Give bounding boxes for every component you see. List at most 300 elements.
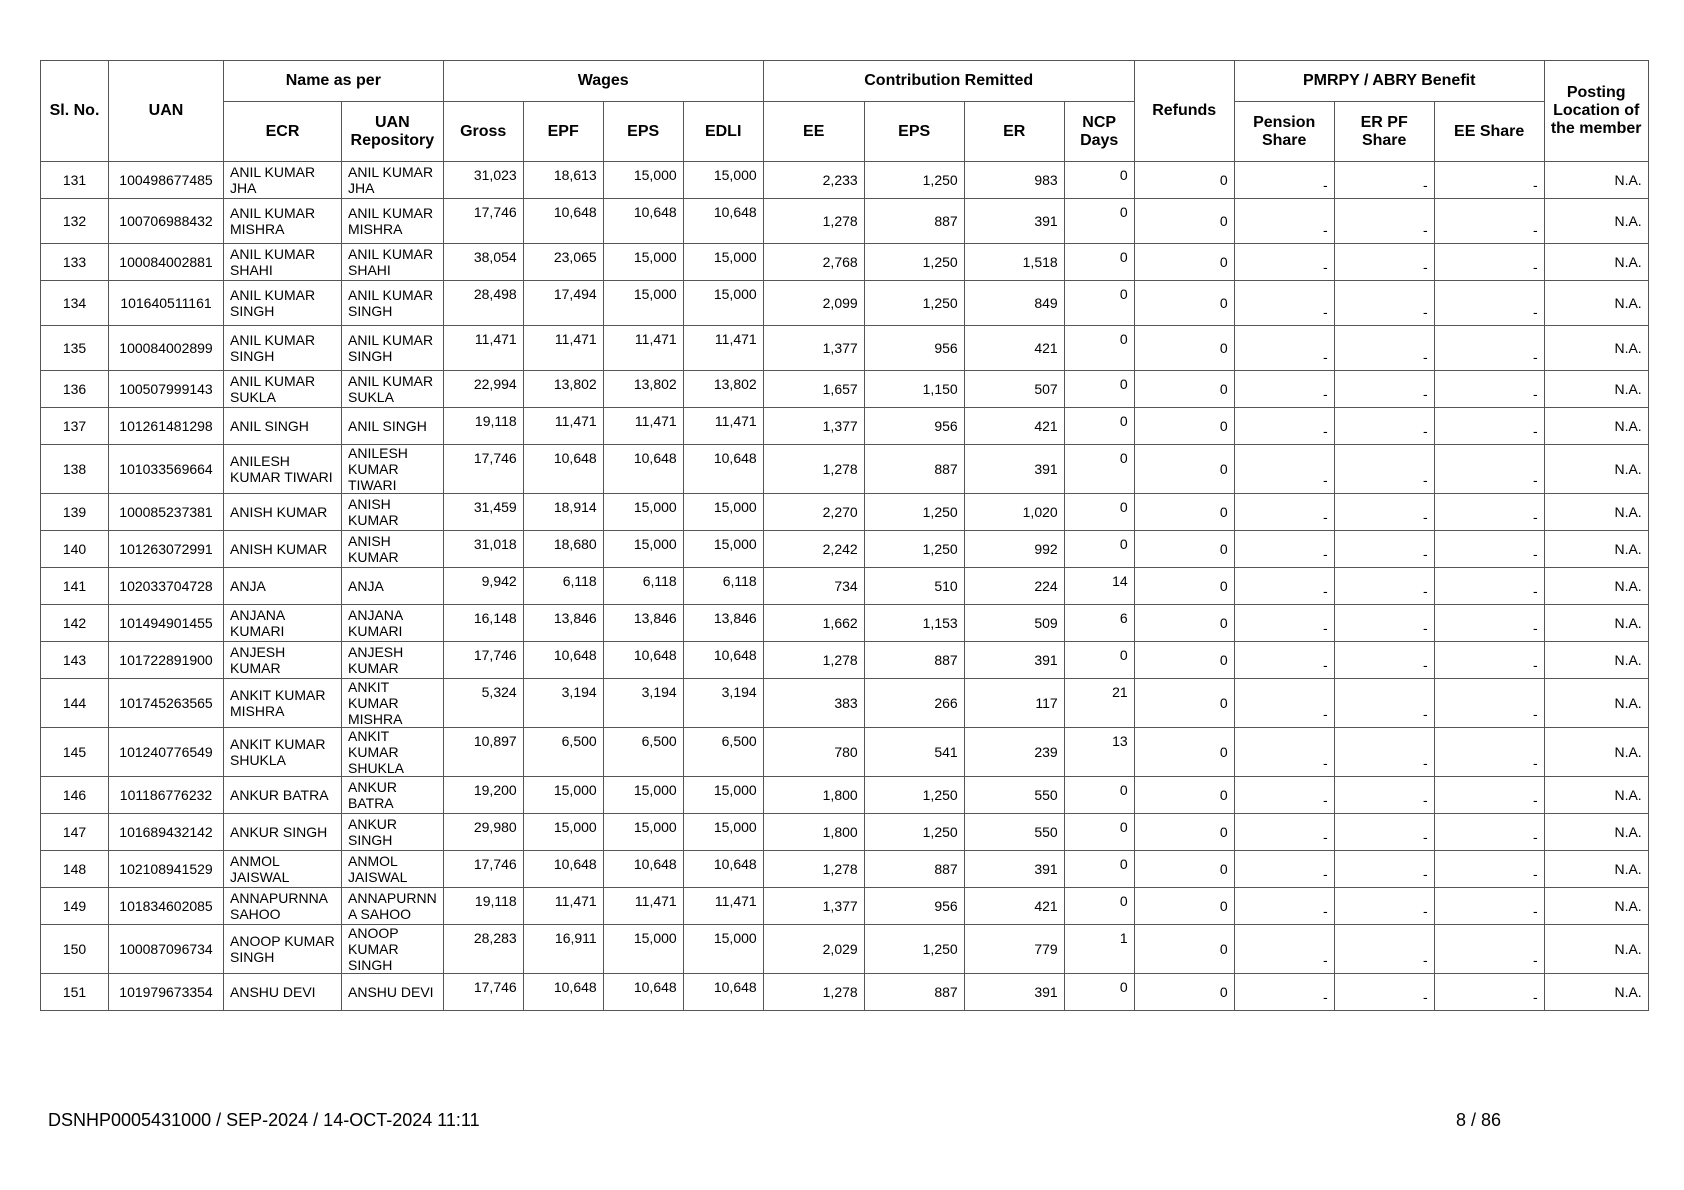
cell-er: 421 <box>964 326 1064 371</box>
cell-uan: 101979673354 <box>109 974 224 1011</box>
col-pension-share: Pension Share <box>1234 102 1334 162</box>
cell-ecr-name: ANOOP KUMAR SINGH <box>224 925 342 974</box>
cell-eps-contribution: 1,250 <box>864 281 964 326</box>
cell-uan: 100084002881 <box>109 244 224 281</box>
cell-posting-location: N.A. <box>1544 679 1648 728</box>
cell-epf: 13,846 <box>523 605 603 642</box>
cell-eps-contribution: 1,150 <box>864 371 964 408</box>
cell-ee: 1,662 <box>763 605 864 642</box>
cell-eps-contribution: 1,250 <box>864 244 964 281</box>
table-row <box>41 494 1649 531</box>
cell-gross: 17,746 <box>443 199 523 244</box>
cell-refunds: 0 <box>1134 642 1234 679</box>
document-reference: DSNHP0005431000 / SEP-2024 / 14-OCT-2024 11:11 <box>48 1110 480 1130</box>
cell-er-pf-share: - <box>1334 281 1434 326</box>
cell-ecr-name: ANKIT KUMAR SHUKLA <box>224 728 342 777</box>
cell-uan-repository-name: ANISH KUMAR <box>342 531 444 568</box>
cell-refunds: 0 <box>1134 244 1234 281</box>
col-eps-wages: EPS <box>603 102 683 162</box>
cell-eps-wages: 6,500 <box>603 728 683 777</box>
cell-ee-share: - <box>1434 642 1544 679</box>
table-row <box>41 974 1649 1011</box>
cell-eps-contribution: 887 <box>864 851 964 888</box>
cell-refunds: 0 <box>1134 605 1234 642</box>
contribution-table <box>40 60 1649 1011</box>
cell-eps-contribution: 1,250 <box>864 531 964 568</box>
cell-eps-wages: 6,118 <box>603 568 683 605</box>
cell-sl-no: 131 <box>41 162 109 199</box>
cell-ncp-days: 13 <box>1064 728 1134 777</box>
cell-er-pf-share: - <box>1334 679 1434 728</box>
cell-epf: 17,494 <box>523 281 603 326</box>
cell-eps-wages: 10,648 <box>603 974 683 1011</box>
cell-edli: 6,118 <box>683 568 763 605</box>
cell-sl-no: 140 <box>41 531 109 568</box>
cell-posting-location: N.A. <box>1544 568 1648 605</box>
cell-epf: 10,648 <box>523 199 603 244</box>
col-er-pf-share: ER PF Share <box>1334 102 1434 162</box>
cell-er: 779 <box>964 925 1064 974</box>
cell-er: 849 <box>964 281 1064 326</box>
col-er: ER <box>964 102 1064 162</box>
cell-ncp-days: 0 <box>1064 371 1134 408</box>
cell-uan-repository-name: ANJA <box>342 568 444 605</box>
cell-uan-repository-name: ANKUR BATRA <box>342 777 444 814</box>
cell-er-pf-share: - <box>1334 244 1434 281</box>
cell-er: 550 <box>964 777 1064 814</box>
cell-posting-location: N.A. <box>1544 605 1648 642</box>
cell-ncp-days: 6 <box>1064 605 1134 642</box>
cell-pension-share: - <box>1234 974 1334 1011</box>
cell-gross: 19,200 <box>443 777 523 814</box>
cell-eps-contribution: 956 <box>864 408 964 445</box>
cell-posting-location: N.A. <box>1544 494 1648 531</box>
cell-ee-share: - <box>1434 371 1544 408</box>
cell-epf: 6,118 <box>523 568 603 605</box>
cell-er-pf-share: - <box>1334 568 1434 605</box>
cell-er-pf-share: - <box>1334 925 1434 974</box>
cell-sl-no: 134 <box>41 281 109 326</box>
cell-ee: 1,657 <box>763 371 864 408</box>
cell-ee: 1,377 <box>763 888 864 925</box>
cell-posting-location: N.A. <box>1544 408 1648 445</box>
table-row <box>41 199 1649 244</box>
cell-uan: 101033569664 <box>109 445 224 494</box>
cell-er: 1,518 <box>964 244 1064 281</box>
cell-refunds: 0 <box>1134 777 1234 814</box>
cell-refunds: 0 <box>1134 974 1234 1011</box>
cell-uan: 101689432142 <box>109 814 224 851</box>
cell-pension-share: - <box>1234 445 1334 494</box>
col-posting-location: Posting Location of the member <box>1544 61 1648 162</box>
group-pmrpy-abry-benefit: PMRPY / ABRY Benefit <box>1234 61 1544 102</box>
cell-edli: 13,846 <box>683 605 763 642</box>
cell-posting-location: N.A. <box>1544 814 1648 851</box>
cell-er-pf-share: - <box>1334 642 1434 679</box>
cell-ee-share: - <box>1434 888 1544 925</box>
cell-uan-repository-name: ANIL KUMAR SINGH <box>342 326 444 371</box>
cell-ee: 1,800 <box>763 814 864 851</box>
cell-refunds: 0 <box>1134 371 1234 408</box>
cell-er-pf-share: - <box>1334 326 1434 371</box>
cell-pension-share: - <box>1234 642 1334 679</box>
cell-sl-no: 138 <box>41 445 109 494</box>
cell-pension-share: - <box>1234 679 1334 728</box>
cell-posting-location: N.A. <box>1544 531 1648 568</box>
cell-edli: 3,194 <box>683 679 763 728</box>
cell-er-pf-share: - <box>1334 974 1434 1011</box>
cell-eps-wages: 11,471 <box>603 888 683 925</box>
cell-uan-repository-name: ANISH KUMAR <box>342 494 444 531</box>
cell-gross: 17,746 <box>443 974 523 1011</box>
cell-pension-share: - <box>1234 244 1334 281</box>
table-row <box>41 814 1649 851</box>
cell-gross: 29,980 <box>443 814 523 851</box>
cell-ncp-days: 0 <box>1064 888 1134 925</box>
cell-er: 391 <box>964 851 1064 888</box>
cell-ee: 2,242 <box>763 531 864 568</box>
cell-er: 983 <box>964 162 1064 199</box>
cell-ncp-days: 1 <box>1064 925 1134 974</box>
cell-eps-contribution: 266 <box>864 679 964 728</box>
cell-edli: 15,000 <box>683 777 763 814</box>
cell-sl-no: 143 <box>41 642 109 679</box>
cell-posting-location: N.A. <box>1544 728 1648 777</box>
table-row <box>41 326 1649 371</box>
cell-er: 509 <box>964 605 1064 642</box>
cell-ncp-days: 0 <box>1064 408 1134 445</box>
cell-er-pf-share: - <box>1334 728 1434 777</box>
cell-uan-repository-name: ANKUR SINGH <box>342 814 444 851</box>
cell-uan: 100498677485 <box>109 162 224 199</box>
cell-ncp-days: 21 <box>1064 679 1134 728</box>
cell-sl-no: 147 <box>41 814 109 851</box>
cell-uan-repository-name: ANMOL JAISWAL <box>342 851 444 888</box>
cell-er: 550 <box>964 814 1064 851</box>
cell-ee-share: - <box>1434 605 1544 642</box>
cell-posting-location: N.A. <box>1544 974 1648 1011</box>
cell-sl-no: 149 <box>41 888 109 925</box>
cell-sl-no: 146 <box>41 777 109 814</box>
cell-uan: 101834602085 <box>109 888 224 925</box>
table-row <box>41 162 1649 199</box>
cell-eps-contribution: 1,250 <box>864 925 964 974</box>
cell-uan-repository-name: ANILESH KUMAR TIWARI <box>342 445 444 494</box>
cell-refunds: 0 <box>1134 925 1234 974</box>
cell-ecr-name: ANIL KUMAR SINGH <box>224 281 342 326</box>
cell-eps-contribution: 1,250 <box>864 162 964 199</box>
cell-uan: 100085237381 <box>109 494 224 531</box>
cell-sl-no: 148 <box>41 851 109 888</box>
table-row <box>41 679 1649 728</box>
cell-sl-no: 150 <box>41 925 109 974</box>
cell-er: 224 <box>964 568 1064 605</box>
cell-pension-share: - <box>1234 925 1334 974</box>
cell-uan-repository-name: ANIL KUMAR SHAHI <box>342 244 444 281</box>
cell-ee-share: - <box>1434 281 1544 326</box>
cell-er: 507 <box>964 371 1064 408</box>
cell-ee-share: - <box>1434 162 1544 199</box>
cell-eps-contribution: 1,250 <box>864 494 964 531</box>
cell-edli: 15,000 <box>683 244 763 281</box>
cell-sl-no: 132 <box>41 199 109 244</box>
cell-epf: 11,471 <box>523 326 603 371</box>
cell-posting-location: N.A. <box>1544 371 1648 408</box>
cell-ecr-name: ANKIT KUMAR MISHRA <box>224 679 342 728</box>
cell-eps-wages: 11,471 <box>603 326 683 371</box>
cell-ee-share: - <box>1434 244 1544 281</box>
cell-er-pf-share: - <box>1334 445 1434 494</box>
cell-ee: 1,278 <box>763 642 864 679</box>
cell-pension-share: - <box>1234 777 1334 814</box>
cell-refunds: 0 <box>1134 199 1234 244</box>
col-uan-repository: UAN Repository <box>342 102 444 162</box>
cell-gross: 16,148 <box>443 605 523 642</box>
cell-eps-wages: 15,000 <box>603 162 683 199</box>
col-uan: UAN <box>109 61 224 162</box>
col-edli: EDLI <box>683 102 763 162</box>
cell-epf: 18,914 <box>523 494 603 531</box>
cell-ncp-days: 0 <box>1064 244 1134 281</box>
cell-edli: 10,648 <box>683 974 763 1011</box>
cell-eps-contribution: 541 <box>864 728 964 777</box>
cell-eps-wages: 13,846 <box>603 605 683 642</box>
table-row <box>41 925 1649 974</box>
cell-eps-wages: 15,000 <box>603 281 683 326</box>
cell-er-pf-share: - <box>1334 814 1434 851</box>
cell-uan-repository-name: ANKIT KUMAR MISHRA <box>342 679 444 728</box>
cell-posting-location: N.A. <box>1544 445 1648 494</box>
cell-epf: 23,065 <box>523 244 603 281</box>
cell-gross: 31,018 <box>443 531 523 568</box>
cell-gross: 9,942 <box>443 568 523 605</box>
cell-er: 992 <box>964 531 1064 568</box>
cell-er-pf-share: - <box>1334 199 1434 244</box>
cell-sl-no: 142 <box>41 605 109 642</box>
cell-ecr-name: ANKUR BATRA <box>224 777 342 814</box>
cell-ee-share: - <box>1434 568 1544 605</box>
cell-pension-share: - <box>1234 162 1334 199</box>
cell-uan-repository-name: ANIL KUMAR SUKLA <box>342 371 444 408</box>
table-body <box>41 162 1649 1011</box>
cell-er-pf-share: - <box>1334 851 1434 888</box>
cell-ncp-days: 14 <box>1064 568 1134 605</box>
cell-refunds: 0 <box>1134 568 1234 605</box>
cell-eps-wages: 15,000 <box>603 494 683 531</box>
cell-gross: 28,283 <box>443 925 523 974</box>
group-name-as-per: Name as per <box>224 61 444 102</box>
cell-gross: 5,324 <box>443 679 523 728</box>
cell-pension-share: - <box>1234 568 1334 605</box>
cell-epf: 18,680 <box>523 531 603 568</box>
cell-er-pf-share: - <box>1334 162 1434 199</box>
cell-uan-repository-name: ANIL SINGH <box>342 408 444 445</box>
cell-ecr-name: ANIL KUMAR MISHRA <box>224 199 342 244</box>
cell-sl-no: 133 <box>41 244 109 281</box>
cell-ncp-days: 0 <box>1064 531 1134 568</box>
cell-ee-share: - <box>1434 445 1544 494</box>
cell-ee: 780 <box>763 728 864 777</box>
cell-gross: 17,746 <box>443 851 523 888</box>
cell-er-pf-share: - <box>1334 494 1434 531</box>
cell-eps-wages: 10,648 <box>603 199 683 244</box>
cell-edli: 10,648 <box>683 199 763 244</box>
cell-uan: 101240776549 <box>109 728 224 777</box>
cell-posting-location: N.A. <box>1544 326 1648 371</box>
cell-uan: 101261481298 <box>109 408 224 445</box>
cell-refunds: 0 <box>1134 162 1234 199</box>
table-row <box>41 888 1649 925</box>
cell-ecr-name: ANIL KUMAR JHA <box>224 162 342 199</box>
table-row <box>41 777 1649 814</box>
cell-ecr-name: ANISH KUMAR <box>224 494 342 531</box>
cell-sl-no: 144 <box>41 679 109 728</box>
cell-ee-share: - <box>1434 851 1544 888</box>
table-row <box>41 851 1649 888</box>
cell-refunds: 0 <box>1134 494 1234 531</box>
cell-edli: 11,471 <box>683 326 763 371</box>
cell-eps-contribution: 956 <box>864 326 964 371</box>
cell-eps-contribution: 887 <box>864 974 964 1011</box>
cell-epf: 3,194 <box>523 679 603 728</box>
cell-ecr-name: ANIL SINGH <box>224 408 342 445</box>
cell-uan-repository-name: ANIL KUMAR SINGH <box>342 281 444 326</box>
cell-ncp-days: 0 <box>1064 199 1134 244</box>
cell-ee-share: - <box>1434 531 1544 568</box>
cell-ecr-name: ANJESH KUMAR <box>224 642 342 679</box>
cell-ecr-name: ANNAPURNNA SAHOO <box>224 888 342 925</box>
cell-refunds: 0 <box>1134 888 1234 925</box>
cell-epf: 10,648 <box>523 851 603 888</box>
col-ee-share: EE Share <box>1434 102 1544 162</box>
cell-ee-share: - <box>1434 408 1544 445</box>
cell-edli: 15,000 <box>683 281 763 326</box>
cell-ee-share: - <box>1434 974 1544 1011</box>
cell-ee: 383 <box>763 679 864 728</box>
cell-pension-share: - <box>1234 531 1334 568</box>
col-epf: EPF <box>523 102 603 162</box>
cell-posting-location: N.A. <box>1544 925 1648 974</box>
cell-pension-share: - <box>1234 494 1334 531</box>
cell-eps-wages: 10,648 <box>603 642 683 679</box>
cell-epf: 10,648 <box>523 642 603 679</box>
cell-eps-contribution: 510 <box>864 568 964 605</box>
cell-er: 391 <box>964 974 1064 1011</box>
cell-uan: 101263072991 <box>109 531 224 568</box>
cell-ecr-name: ANMOL JAISWAL <box>224 851 342 888</box>
cell-pension-share: - <box>1234 814 1334 851</box>
cell-ee-share: - <box>1434 679 1544 728</box>
cell-ncp-days: 0 <box>1064 777 1134 814</box>
cell-ee-share: - <box>1434 777 1544 814</box>
cell-posting-location: N.A. <box>1544 199 1648 244</box>
cell-gross: 22,994 <box>443 371 523 408</box>
cell-refunds: 0 <box>1134 728 1234 777</box>
col-refunds: Refunds <box>1134 61 1234 162</box>
table-row <box>41 605 1649 642</box>
cell-ecr-name: ANIL KUMAR SINGH <box>224 326 342 371</box>
cell-posting-location: N.A. <box>1544 851 1648 888</box>
cell-ecr-name: ANSHU DEVI <box>224 974 342 1011</box>
cell-ncp-days: 0 <box>1064 162 1134 199</box>
cell-posting-location: N.A. <box>1544 642 1648 679</box>
cell-gross: 28,498 <box>443 281 523 326</box>
cell-ncp-days: 0 <box>1064 326 1134 371</box>
cell-er: 391 <box>964 642 1064 679</box>
cell-pension-share: - <box>1234 326 1334 371</box>
cell-edli: 15,000 <box>683 925 763 974</box>
cell-ee: 1,278 <box>763 445 864 494</box>
cell-sl-no: 139 <box>41 494 109 531</box>
cell-ee-share: - <box>1434 814 1544 851</box>
cell-ecr-name: ANIL KUMAR SHAHI <box>224 244 342 281</box>
cell-uan: 101640511161 <box>109 281 224 326</box>
cell-uan-repository-name: ANKIT KUMAR SHUKLA <box>342 728 444 777</box>
cell-edli: 6,500 <box>683 728 763 777</box>
cell-uan: 101722891900 <box>109 642 224 679</box>
cell-epf: 15,000 <box>523 814 603 851</box>
cell-er: 1,020 <box>964 494 1064 531</box>
cell-eps-wages: 11,471 <box>603 408 683 445</box>
cell-ecr-name: ANISH KUMAR <box>224 531 342 568</box>
cell-refunds: 0 <box>1134 851 1234 888</box>
cell-er-pf-share: - <box>1334 408 1434 445</box>
table-row <box>41 371 1649 408</box>
cell-ee-share: - <box>1434 925 1544 974</box>
cell-gross: 10,897 <box>443 728 523 777</box>
cell-pension-share: - <box>1234 728 1334 777</box>
cell-refunds: 0 <box>1134 326 1234 371</box>
cell-edli: 13,802 <box>683 371 763 408</box>
cell-epf: 18,613 <box>523 162 603 199</box>
table-header <box>41 61 1649 162</box>
cell-epf: 10,648 <box>523 974 603 1011</box>
cell-uan: 100084002899 <box>109 326 224 371</box>
cell-ecr-name: ANKUR SINGH <box>224 814 342 851</box>
cell-eps-contribution: 887 <box>864 199 964 244</box>
cell-refunds: 0 <box>1134 445 1234 494</box>
cell-pension-share: - <box>1234 281 1334 326</box>
cell-epf: 13,802 <box>523 371 603 408</box>
cell-ncp-days: 0 <box>1064 814 1134 851</box>
cell-er: 117 <box>964 679 1064 728</box>
cell-er-pf-share: - <box>1334 605 1434 642</box>
cell-posting-location: N.A. <box>1544 777 1648 814</box>
table-row <box>41 408 1649 445</box>
cell-sl-no: 137 <box>41 408 109 445</box>
cell-edli: 11,471 <box>683 408 763 445</box>
cell-pension-share: - <box>1234 408 1334 445</box>
cell-ncp-days: 0 <box>1064 851 1134 888</box>
cell-ecr-name: ANIL KUMAR SUKLA <box>224 371 342 408</box>
table-row <box>41 642 1649 679</box>
cell-refunds: 0 <box>1134 281 1234 326</box>
table-row <box>41 244 1649 281</box>
cell-ee: 2,099 <box>763 281 864 326</box>
cell-ncp-days: 0 <box>1064 281 1134 326</box>
table-row <box>41 531 1649 568</box>
cell-pension-share: - <box>1234 371 1334 408</box>
group-contribution-remitted: Contribution Remitted <box>763 61 1134 102</box>
cell-sl-no: 141 <box>41 568 109 605</box>
cell-eps-wages: 15,000 <box>603 244 683 281</box>
cell-eps-wages: 15,000 <box>603 925 683 974</box>
cell-ee-share: - <box>1434 326 1544 371</box>
cell-eps-contribution: 887 <box>864 642 964 679</box>
cell-gross: 17,746 <box>443 642 523 679</box>
cell-uan: 101494901455 <box>109 605 224 642</box>
cell-ecr-name: ANJA <box>224 568 342 605</box>
